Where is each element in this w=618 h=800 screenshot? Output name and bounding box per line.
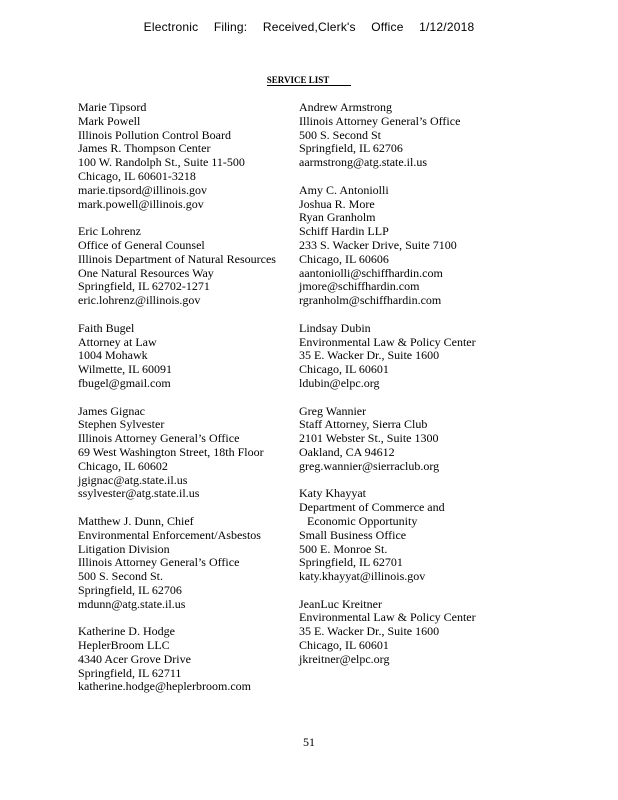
address-line: Amy C. Antoniolli — [299, 182, 389, 197]
email-address[interactable]: jkreitner@elpc.org — [299, 651, 390, 666]
address-line: Staff Attorney, Sierra Club — [299, 417, 428, 432]
address-line: Stephen Sylvester — [78, 417, 165, 432]
header-electronic: Electronic — [143, 20, 199, 34]
address-line: Economic Opportunity — [307, 513, 418, 528]
header-filing: Filing: — [213, 20, 248, 34]
address-line: Mark Powell — [78, 113, 141, 128]
email-address[interactable]: ssylvester@atg.state.il.us — [78, 486, 200, 501]
address-line: Illinois Attorney General’s Office — [78, 555, 240, 570]
address-line: Environmental Law & Policy Center — [299, 610, 476, 625]
email-address[interactable]: fbugel@gmail.com — [78, 375, 171, 390]
address-line: Springfield, IL 62706 — [78, 582, 182, 597]
address-line: Matthew J. Dunn, Chief — [78, 513, 194, 528]
address-entry — [299, 487, 519, 584]
filing-header — [0, 20, 618, 34]
address-line: Chicago, IL 60601 — [299, 638, 389, 653]
address-line: Katy Khayyat — [299, 486, 366, 501]
address-line: Marie Tipsord — [78, 100, 147, 114]
header-received: Received,Clerk's — [262, 20, 356, 34]
service-list-title-text: SERVICE LIST — [267, 75, 351, 86]
address-entry — [78, 322, 298, 391]
address-line: Springfield, IL 62701 — [299, 555, 403, 570]
header-date: 1/12/2018 — [419, 20, 475, 34]
address-line: Faith Bugel — [78, 320, 135, 335]
email-address[interactable]: eric.lohrenz@illinois.gov — [78, 293, 201, 308]
right-column — [299, 101, 519, 680]
address-line: Illinois Attorney General’s Office — [299, 113, 461, 128]
address-line: Springfield, IL 62706 — [299, 141, 403, 156]
address-line: Chicago, IL 60601-3218 — [78, 168, 196, 183]
address-line: Environmental Law & Policy Center — [299, 334, 476, 349]
address-entry — [78, 225, 298, 308]
email-address[interactable]: mdunn@atg.state.il.us — [78, 596, 186, 611]
address-line: Oakland, CA 94612 — [299, 444, 395, 459]
address-entry — [78, 101, 298, 211]
address-line: Illinois Department of Natural Resources — [78, 251, 276, 266]
email-address[interactable]: marie.tipsord@illinois.gov — [78, 182, 208, 197]
address-entry — [299, 405, 519, 474]
address-line: Office of General Counsel — [78, 237, 205, 252]
address-line: Katherine D. Hodge — [78, 624, 175, 639]
email-address[interactable]: ldubin@elpc.org — [299, 375, 380, 390]
address-line: Schiff Hardin LLP — [299, 224, 389, 239]
address-entry — [299, 184, 519, 308]
address-line: 35 E. Wacker Dr., Suite 1600 — [299, 348, 440, 363]
service-list-title — [0, 75, 618, 86]
address-line: Greg Wannier — [299, 403, 367, 418]
address-entry — [299, 322, 519, 391]
address-line: JeanLuc Kreitner — [299, 596, 382, 611]
address-line: Small Business Office — [299, 527, 407, 542]
address-line: 69 West Washington Street, 18th Floor — [78, 444, 264, 459]
page-number: 51 — [303, 735, 315, 749]
address-line: James R. Thompson Center — [78, 141, 211, 156]
address-line: 2101 Webster St., Suite 1300 — [299, 431, 439, 446]
address-line: Illinois Attorney General’s Office — [78, 431, 240, 446]
address-line: 500 S. Second St. — [78, 569, 164, 584]
address-line: Joshua R. More — [299, 196, 375, 211]
address-line: One Natural Resources Way — [78, 265, 214, 280]
header-office: Office — [371, 20, 404, 34]
address-line: Eric Lohrenz — [78, 224, 141, 239]
email-address[interactable]: mark.powell@illinois.gov — [78, 196, 204, 211]
address-entry — [78, 515, 298, 612]
address-line: Chicago, IL 60602 — [78, 458, 168, 473]
address-line: Environmental Enforcement/Asbestos — [78, 527, 261, 542]
address-line: Illinois Pollution Control Board — [78, 127, 232, 142]
email-address[interactable]: katy.khayyat@illinois.gov — [299, 569, 426, 584]
address-line: Department of Commerce and — [299, 500, 445, 515]
address-line: Wilmette, IL 60091 — [78, 362, 173, 377]
address-line: 500 E. Monroe St. — [299, 541, 388, 556]
email-address[interactable]: aarmstrong@atg.state.il.us — [299, 155, 428, 170]
address-line: Attorney at Law — [78, 334, 157, 349]
address-entry — [78, 625, 298, 694]
address-line: Chicago, IL 60601 — [299, 362, 389, 377]
address-line: 1004 Mohawk — [78, 348, 148, 363]
address-line: Springfield, IL 62702-1271 — [78, 279, 210, 294]
address-line: 4340 Acer Grove Drive — [78, 651, 191, 666]
address-line: Chicago, IL 60606 — [299, 251, 389, 266]
address-line: 35 E. Wacker Dr., Suite 1600 — [299, 624, 440, 639]
address-line: Andrew Armstrong — [299, 100, 392, 114]
email-address[interactable]: jmore@schiffhardin.com — [299, 279, 420, 294]
address-line: Litigation Division — [78, 541, 170, 556]
left-column — [78, 101, 298, 708]
email-address[interactable]: greg.wannier@sierraclub.org — [299, 458, 440, 473]
address-line: 500 S. Second St — [299, 127, 382, 142]
address-line: 100 W. Randolph St., Suite 11-500 — [78, 155, 245, 170]
address-line: Ryan Granholm — [299, 210, 376, 225]
email-address[interactable]: rgranholm@schiffhardin.com — [299, 293, 442, 308]
email-address[interactable]: jgignac@atg.state.il.us — [78, 472, 188, 487]
email-address[interactable]: katherine.hodge@heplerbroom.com — [78, 679, 251, 694]
address-line: Lindsay Dubin — [299, 320, 371, 335]
address-line: 233 S. Wacker Drive, Suite 7100 — [299, 237, 457, 252]
address-line: HeplerBroom LLC — [78, 638, 170, 653]
email-address[interactable]: aantoniolli@schiffhardin.com — [299, 265, 443, 280]
address-line: Springfield, IL 62711 — [78, 665, 182, 680]
address-entry — [78, 405, 298, 502]
address-entry — [299, 598, 519, 667]
address-entry — [299, 101, 519, 170]
address-line: James Gignac — [78, 403, 145, 418]
